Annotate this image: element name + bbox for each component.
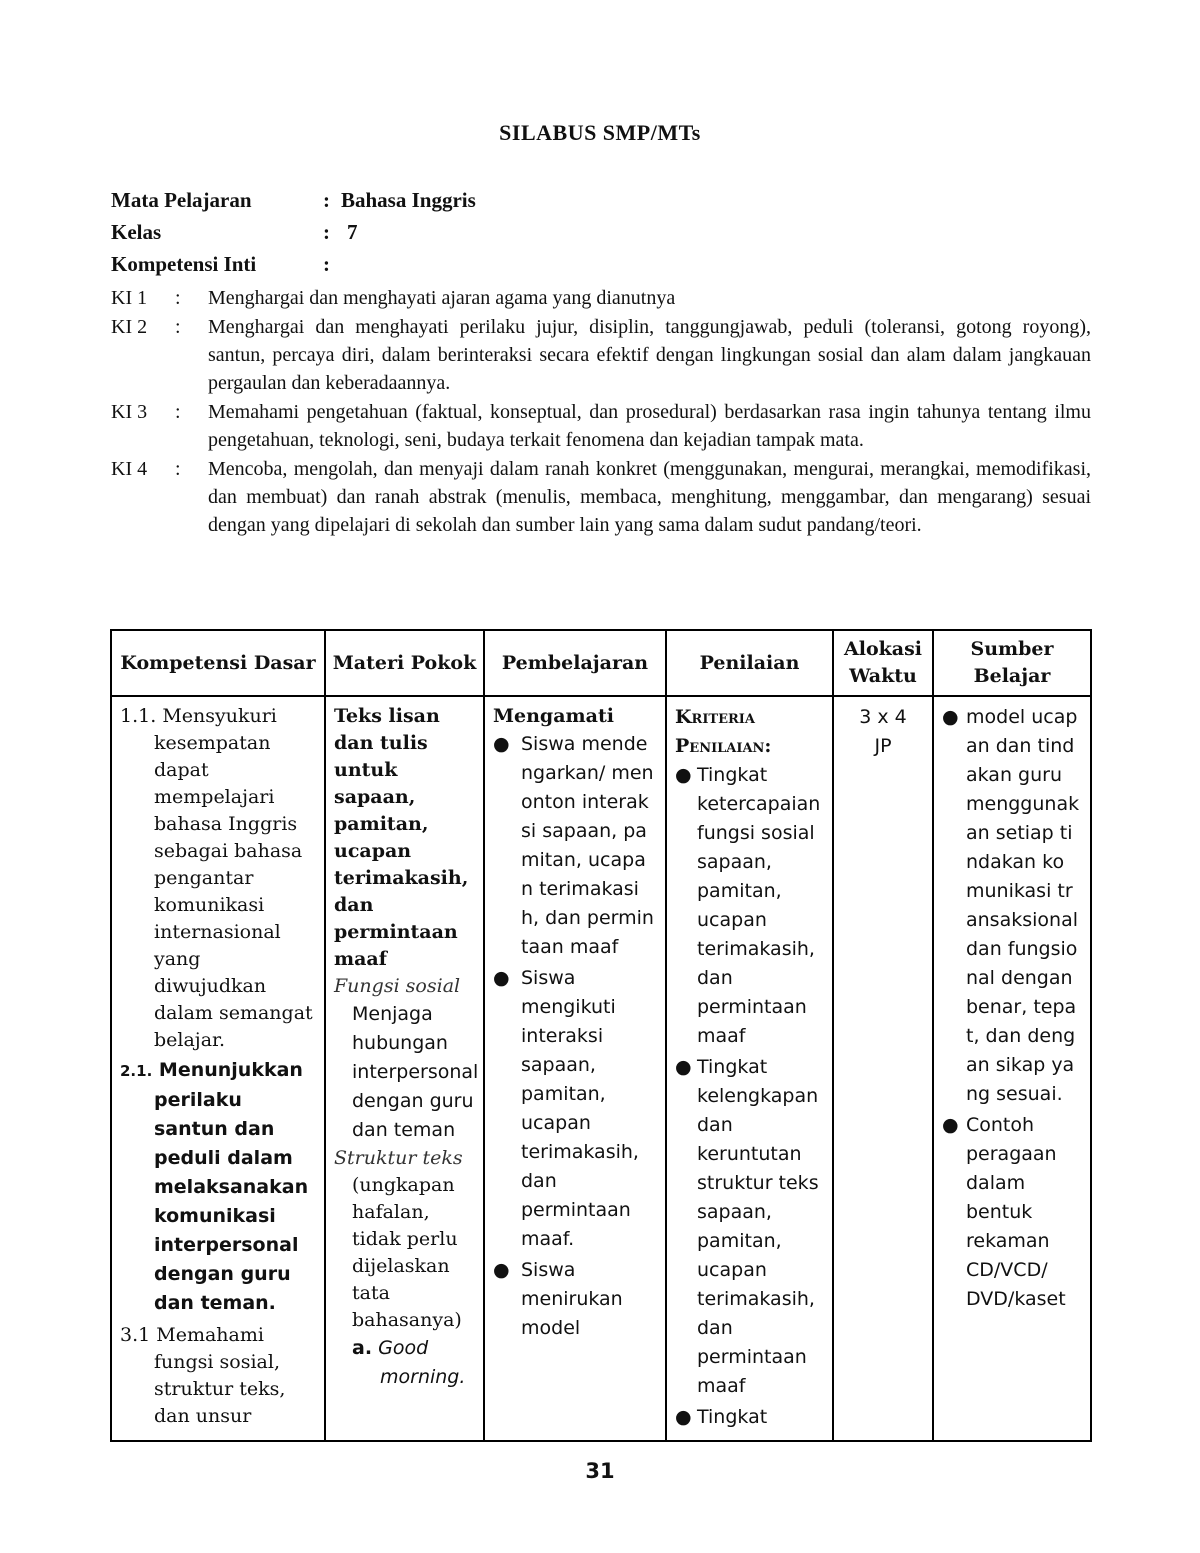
kd-text: Menunjukkan perilaku santun dan peduli dalam melaksanakan komunikasi interpersonal dengan guru dan teman.: [154, 1059, 309, 1314]
bullet-icon: ●: [493, 733, 510, 755]
kompetensi-dasar-cell: [111, 696, 325, 1441]
bullet-icon: ●: [493, 967, 510, 989]
bullet-icon: ●: [675, 764, 692, 786]
bullet-icon: ●: [942, 1114, 959, 1136]
colon: :: [175, 287, 181, 309]
pembelajaran-heading: Mengamati: [493, 705, 614, 727]
header-kompetensi-dasar: Kompetensi Dasar: [111, 630, 325, 696]
alokasi-waktu-cell: [833, 696, 933, 1441]
header-alokasi-waktu: Alokasi Waktu: [833, 630, 933, 696]
header-penilaian: Penilaian: [666, 630, 833, 696]
ki-text: Menghargai dan menghayati ajaran agama yang dianutnya: [208, 287, 676, 309]
bullet-icon: ●: [493, 1259, 510, 1281]
penilaian-cell: [666, 696, 833, 1441]
class-label: Kelas: [111, 220, 162, 244]
class-value: 7: [347, 220, 358, 244]
ki-item: [111, 398, 1091, 454]
ki-text: Mencoba, mengolah, dan menyaji dalam ranah konkret (menggunakan, mengurai, merangkai, memodifikasi, dan membuat) dan ranah abstrak (menulis, membaca, menghitung, menggambar, dan mengarang) sesuai dengan yang dipelajari di sekolah dan sumber lain yang sama dalam sudut pandang/teori.: [208, 458, 1091, 536]
bullet-icon: ●: [942, 706, 959, 728]
fungsi-sosial-text: Menjaga hubungan interpersonal dengan guru dan teman: [352, 1003, 479, 1141]
kd-number: 1.1.: [120, 705, 157, 727]
sumber-belajar-cell: [933, 696, 1091, 1441]
kd-number: 3.1: [120, 1324, 151, 1346]
penilaian-heading: Kriteria Penilaian:: [675, 706, 772, 757]
ki-item: [111, 284, 1091, 312]
header-sumber-belajar: Sumber Belajar: [933, 630, 1091, 696]
table-row: [111, 696, 1091, 1441]
example-label: a.: [352, 1337, 373, 1359]
page-number: 31: [585, 1459, 615, 1483]
colon: :: [323, 188, 330, 212]
ki-code: KI 3: [111, 401, 148, 423]
subject-value: Bahasa Inggris: [341, 188, 476, 212]
colon: :: [175, 401, 181, 423]
kd-text: Mensyukuri kesempatan dapat mempelajari bahasa Inggris sebagai bahasa pengantar komunikasi internasional yang diwujudkan dalam semangat belajar.: [154, 705, 313, 1051]
list-item: [493, 730, 657, 962]
struktur-teks-text: (ungkapan hafalan, tidak perlu dijelaskan tata bahasanya): [352, 1174, 462, 1331]
example-item: [334, 1334, 475, 1392]
subject-label: Mata Pelajaran: [111, 188, 252, 212]
list-item-text: Contoh peragaan dalam bentuk rekaman CD/VCD/ DVD/kaset: [966, 1114, 1066, 1310]
ki-label-row: [111, 252, 476, 284]
table-header-row: [111, 630, 1091, 696]
colon: :: [323, 220, 330, 244]
colon: :: [175, 316, 181, 338]
list-item-text: Tingkat ketercapaian fungsi sosial sapaan, pamitan, ucapan terimakasih, dan permintaan maaf: [697, 764, 821, 1047]
list-item-text: model ucapan dan tindakan guru menggunakan setiap tindakan komunikasi transaksional dan fungsional dengan benar, tepat, dan dengan sikap yang sesuai.: [966, 706, 1080, 1105]
list-item: [942, 703, 1082, 1109]
core-competencies: [111, 284, 1091, 540]
kd-text: Memahami fungsi sosial, struktur teks, dan unsur: [154, 1324, 286, 1427]
colon: :: [323, 252, 330, 276]
materi-pokok-cell: [325, 696, 484, 1441]
example-text: Good morning.: [378, 1337, 466, 1388]
kd-item: [120, 1056, 316, 1318]
header-materi-pokok: Materi Pokok: [325, 630, 484, 696]
document-title: SILABUS SMP/MTs: [499, 120, 701, 145]
list-item-text: Tingkat kelengkapan dan keruntutan struktur teks sapaan, pamitan, ucapan terimakasih, dan permintaan maaf: [697, 1056, 819, 1397]
subject-row: [111, 188, 476, 220]
class-row: [111, 220, 476, 252]
list-item-text: Siswa menirukan model: [521, 1259, 623, 1339]
header-pembelajaran: Pembelajaran: [484, 630, 666, 696]
ki-text: Memahami pengetahuan (faktual, konseptual, dan prosedural) berdasarkan rasa ingin tahunya tentang ilmu pengetahuan, teknologi, seni, budaya terkait fenomena dan kejadian tampak mata.: [208, 401, 1091, 451]
colon: :: [175, 458, 181, 480]
bullet-icon: ●: [675, 1056, 692, 1078]
list-item-text: Tingkat: [697, 1406, 768, 1428]
bullet-icon: ●: [675, 1406, 692, 1428]
ki-item: [111, 455, 1091, 539]
syllabus-table: [110, 629, 1092, 1442]
list-item-text: Siswa mendengarkan/ menonton interaksi sapaan, pamitan, ucapan terimakasih, dan permintaan maaf: [521, 733, 654, 958]
fungsi-sosial-label: Fungsi sosial: [334, 975, 461, 997]
kd-item: [120, 1322, 316, 1430]
ki-code: KI 4: [111, 458, 148, 480]
list-item: [675, 1053, 824, 1401]
list-item: [493, 964, 657, 1254]
struktur-teks-label: Struktur teks: [334, 1147, 463, 1169]
list-item: [942, 1111, 1082, 1314]
course-metadata: [111, 188, 476, 284]
kd-item: [120, 703, 316, 1054]
list-item: [493, 1256, 657, 1343]
ki-label: Kompetensi Inti: [111, 252, 257, 276]
kd-number: 2.1.: [120, 1062, 153, 1080]
materi-main: Teks lisan dan tulis untuk sapaan, pamitan, ucapan terimakasih, dan permintaan maaf: [334, 705, 469, 970]
alokasi-value: 3 x 4 JP: [859, 706, 907, 757]
ki-code: KI 1: [111, 287, 148, 309]
ki-text: Menghargai dan menghayati perilaku jujur, disiplin, tanggungjawab, peduli (toleransi, gotong royong), santun, percaya diri, dalam berinteraksi secara efektif dengan lingkungan sosial dan alam dalam jangkauan pergaulan dan keberadaannya.: [208, 316, 1091, 394]
ki-code: KI 2: [111, 316, 148, 338]
pembelajaran-cell: [484, 696, 666, 1441]
list-item-text: Siswa mengikuti interaksi sapaan, pamitan, ucapan terimakasih, dan permintaan maaf.: [521, 967, 639, 1250]
list-item: [675, 761, 824, 1051]
ki-item: [111, 313, 1091, 397]
list-item: [675, 1403, 824, 1432]
